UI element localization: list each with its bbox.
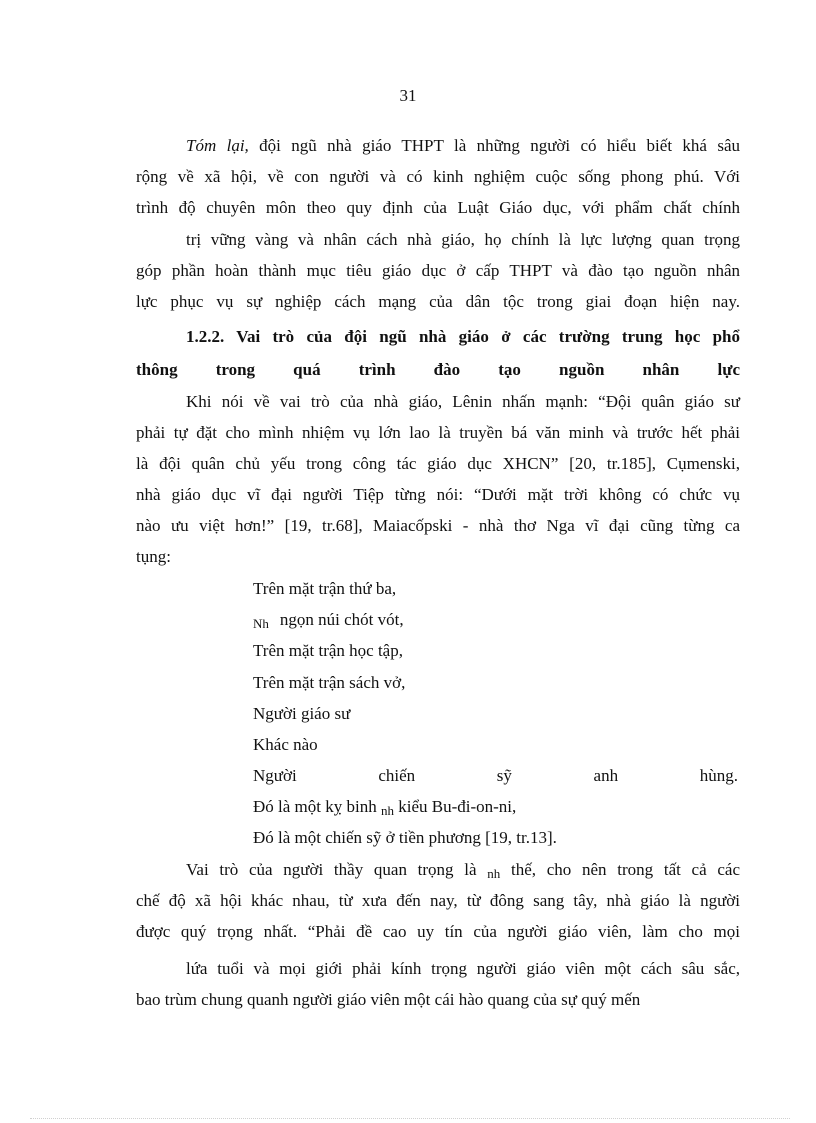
- paragraph-2-line-5: nào ưu việt hơn!” [19, tr.68], Maiacốpski - nhà thơ Nga vĩ đại cũng từng ca: [136, 516, 740, 535]
- poem-line-6: Khác nào: [253, 735, 318, 754]
- paragraph-1-line-6: lực phục vụ sự nghiệp cách mạng của dân tộc trong giai đoạn hiện nay.: [136, 292, 740, 311]
- paragraph-3-line-2: chế độ xã hội khác nhau, từ xưa đến nay, từ đông sang tây, nhà giáo là người: [136, 891, 740, 910]
- paragraph-2-line-3: là đội quân chủ yếu trong công tác giáo dục XHCN” [20, tr.185], Cụmenski,: [136, 454, 740, 473]
- section-heading-line-1: 1.2.2. Vai trò của đội ngũ nhà giáo ở các trường trung học phổ: [186, 327, 740, 346]
- poem-fragment: Nh: [253, 616, 269, 631]
- poem-fragment: nh: [380, 803, 394, 818]
- paragraph-3-line-5: bao trùm chung quanh người giáo viên một cái hào quang của sự quý mến: [136, 990, 641, 1009]
- poem-line-2: [253, 610, 816, 631]
- paragraph-2-line-1: Khi nói về vai trò của nhà giáo, Lênin nhấn mạnh: “Đội quân giáo sư: [186, 392, 740, 411]
- paragraph-1-line-1: [186, 136, 740, 156]
- poem-text: kiểu Bu-đi-on-ni,: [393, 797, 517, 816]
- page-number: 31: [399, 86, 417, 105]
- paragraph-3-line-3: được quý trọng nhất. “Phải đề cao uy tín của người giáo viên, làm cho mọi: [136, 922, 740, 941]
- paragraph-2-line-6: tụng:: [136, 547, 171, 566]
- poem-line-5: Người giáo sư: [253, 704, 351, 723]
- poem-text: Đó là một kỵ binh: [253, 797, 381, 816]
- paragraph-2-line-2: phải tự đặt cho mình nhiệm vụ lớn lao là truyền bá văn minh và trước hết phải: [136, 423, 740, 442]
- paragraph-text: Vai trò của người thầy quan trọng là: [186, 860, 488, 879]
- poem-line-4: Trên mặt trận sách vở,: [253, 673, 406, 692]
- paragraph-text: đội ngũ nhà giáo THPT là những người có hiểu biết khá sâu: [248, 136, 740, 155]
- poem-line-7: Người chiến sỹ anh hùng.: [253, 766, 738, 785]
- section-heading-line-2: thông trong quá trình đào tạo nguồn nhân lực: [136, 360, 740, 379]
- page-bottom-divider: [30, 1118, 790, 1119]
- paragraph-1-line-4: trị vững vàng và nhân cách nhà giáo, họ chính là lực lượng quan trọng: [186, 230, 740, 249]
- emphasis-text: Tóm lại,: [186, 136, 249, 155]
- paragraph-fragment: nh: [487, 866, 501, 881]
- poem-line-9: Đó là một chiến sỹ ở tiền phương [19, tr.13].: [253, 828, 557, 847]
- poem-text: ngọn núi chót vót,: [279, 610, 404, 629]
- poem-line-3: Trên mặt trận học tập,: [253, 641, 403, 660]
- paragraph-1-line-5: góp phần hoàn thành mục tiêu giáo dục ở cấp THPT và đào tạo nguồn nhân: [136, 261, 740, 280]
- poem-line-8: [253, 797, 816, 818]
- paragraph-3-line-4: lứa tuổi và mọi giới phải kính trọng người giáo viên một cách sâu sắc,: [186, 959, 740, 978]
- paragraph-2-line-4: nhà giáo dục vĩ đại người Tiệp từng nói: “Dưới mặt trời không có chức vụ: [136, 485, 740, 504]
- paragraph-3-line-1: [186, 860, 740, 881]
- paragraph-1-line-2: rộng về xã hội, về con người và có kinh nghiệm cuộc sống phong phú. Với: [136, 167, 740, 186]
- paragraph-1-line-3: trình độ chuyên môn theo quy định của Luật Giáo dục, với phẩm chất chính: [136, 198, 740, 217]
- poem-line-1: Trên mặt trận thứ ba,: [253, 579, 397, 598]
- paragraph-text: thế, cho nên trong tất cả các: [500, 860, 740, 879]
